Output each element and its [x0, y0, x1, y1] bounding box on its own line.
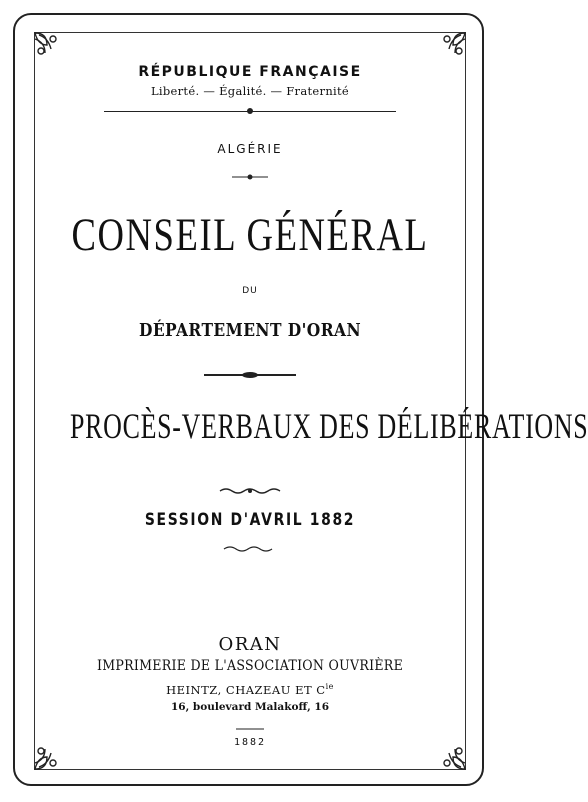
small-rule-ornament-icon: [0, 724, 500, 734]
header-divider: [104, 111, 396, 112]
imprint-city: ORAN: [218, 634, 282, 655]
printer-name: IMPRIMERIE DE L'ASSOCIATION OUVRIÈRE: [96, 658, 404, 674]
region-label: ALGÉRIE: [217, 142, 283, 156]
small-rule-ornament-icon: [0, 172, 500, 182]
department-title: DÉPARTEMENT D'ORAN: [138, 320, 362, 341]
publication-year: 1882: [233, 737, 267, 748]
republic-heading: RÉPUBLIQUE FRANÇAISE: [138, 64, 362, 80]
document-title: PROCÈS-VERBAUX DES DÉLIBÉRATIONS: [70, 406, 588, 446]
national-motto: Liberté. — Égalité. — Fraternité: [150, 84, 350, 98]
wave-ornament-icon: [0, 544, 500, 554]
printer-partners: HEINTZ, CHAZEAU ET $C^{ie}$: [166, 682, 334, 697]
rule-ornament-icon: [0, 370, 500, 380]
session-label: SESSION D'AVRIL 1882: [144, 510, 356, 530]
corner-ornament-icon: [437, 31, 467, 61]
council-title: CONSEIL GÉNÉRAL: [71, 209, 429, 261]
corner-ornament-icon: [33, 31, 63, 61]
printer-address: 16, boulevard Malakoff, 16: [170, 701, 330, 713]
wave-ornament-icon: [0, 486, 500, 496]
connector-du: DU: [242, 286, 258, 296]
